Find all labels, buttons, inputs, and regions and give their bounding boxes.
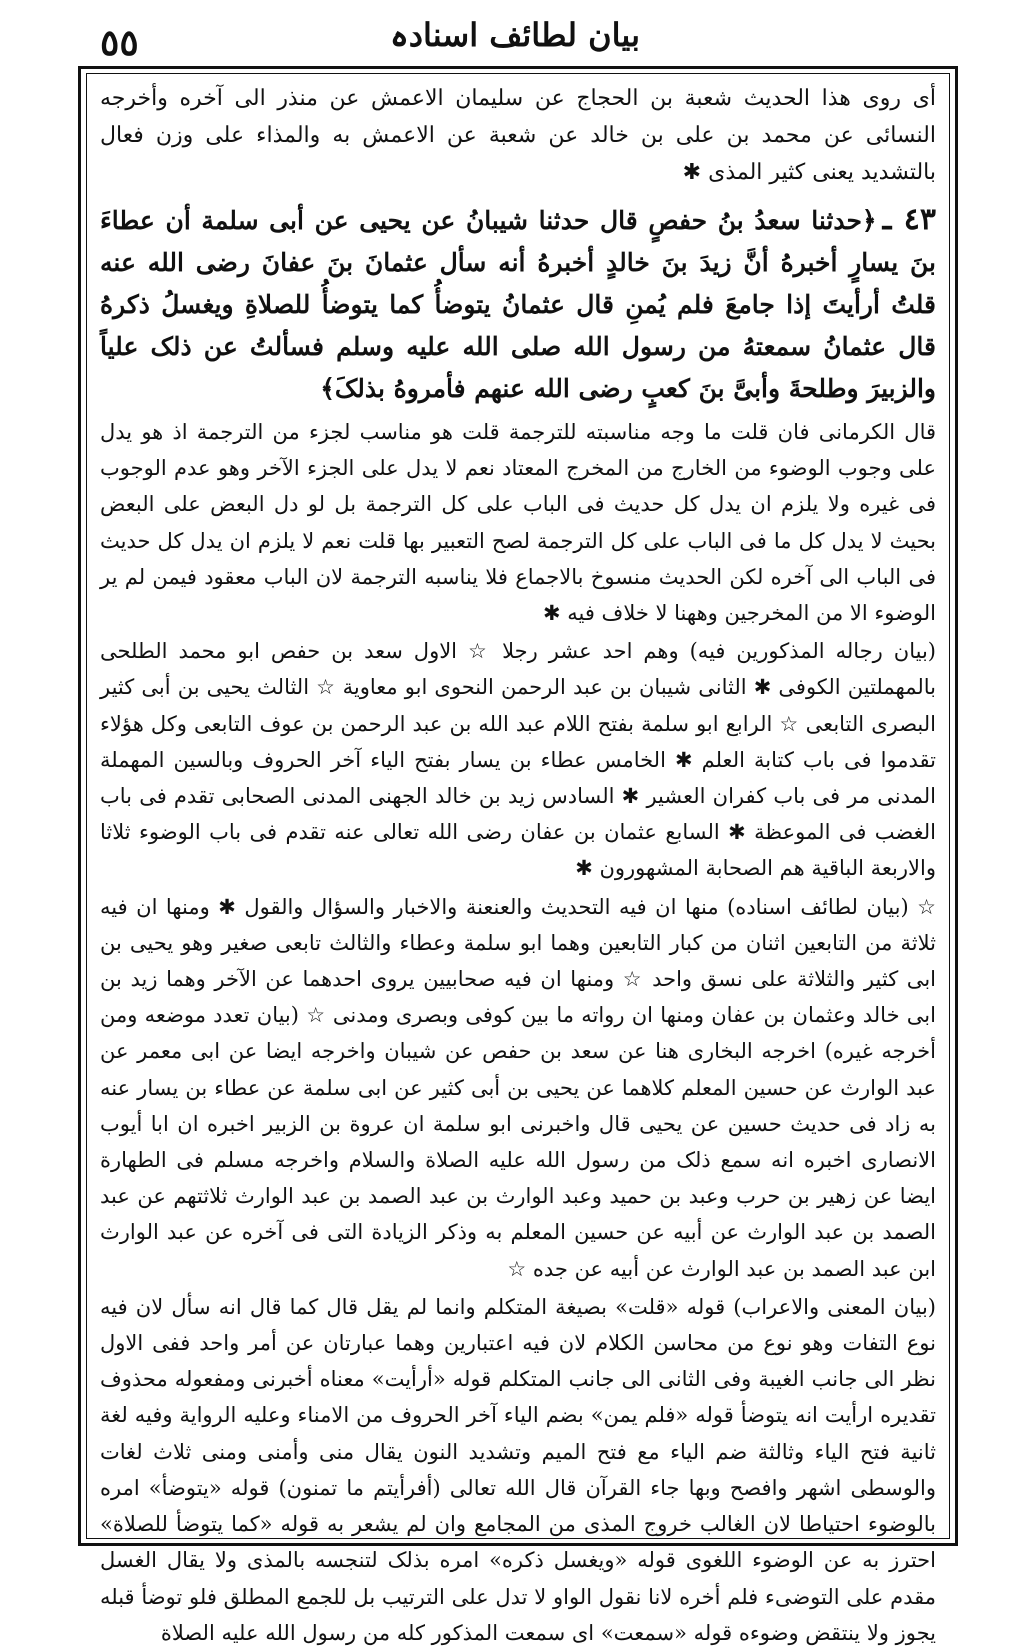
- isnad-paragraph: ☆ (بیان لطائف اسناده) منها ان فیه التحدیث والعنعنة والاخبار والسؤال والقول ✱ ومنها ان فیه ثلاثة من التابعین اثنان من کبار التابعین وهما ابو سلمة وعطاء والثالث تابعی صغیر وهو یحیی بن ابی کثیر والثلاثة علی نسق واحد ☆ ومنها ان فیه صحابیین یروی احدهما عن الآخر وهما زید بن ابی خالد وعثمان بن عفان ومنها ان رواته ما بین کوفی وبصری ومدنی ☆ (بیان تعدد موضعه ومن أخرجه غیره) اخرجه البخاری هنا عن سعد بن حفص عن شیبان واخرجه ایضا عن ابی معمر عن عبد الوارث عن حسین المعلم کلاهما عن یحیی بن أبی کثیر عن ابی سلمة عن عطاء بن یسار عنه به زاد فی حدیث حسین عن یحیی قال واخبرنی ابو سلمة ان عروة بن الزبیر اخبره ان ابا أیوب الانصاری اخبره انه سمع ذلک من رسول الله علیه الصلاة والسلام واخرجه مسلم فی الطهارة ایضا عن زهیر بن حرب وعبد بن حمید وعبد الوارث بن عبد الصمد بن عبد الوارث ثلاثتهم عن عبد الصمد بن عبد الوارث عن أبیه عن حسین المعلم به وذکر الزیادة التی فی آخره عن عبد الوارث ابن عبد الصمد بن عبد الوارث عن أبیه عن جده ☆: [100, 894, 936, 1281]
- page-number: ٥٥: [100, 22, 139, 64]
- hadith-number: ٤٣ ـ: [882, 202, 937, 237]
- running-header: بیان لطائف اسنادہ: [390, 16, 640, 54]
- commentary-paragraph-1: أی روی هذا الحدیث شعبة بن الحجاج عن سلیمان الاعمش عن منذر الی آخره وأخرجه النسائی عن محمد بن علی بن خالد عن شعبة عن الاعمش به والمذاء علی وزن فعال بالتشدید یعنی کثیر المذی ✱: [100, 86, 936, 185]
- commentary-paragraph-2: قال الکرمانی فان قلت ما وجه مناسبته للترجمة قلت هو مناسب لجزء من الترجمة اذ هو یدل علی وجوب الوضوء من الخارج من المخرج المعتاد نعم لا یدل علی الجزء الآخر وهو عدم الوجوب فی غیره ولا یلزم ان یدل کل حدیث فی الباب علی کل الترجمة بل لو دل البعض علی البعض بحیث لا یدل کل ما فی الباب علی کل الترجمة لصح التعبیر بها قلت نعم لا یلزم ان یدل کل حدیث فی الباب الی آخره لکن الحدیث منسوخ بالاجماع فلا یناسبه الترجمة لان الباب معقود فیمن لم یر الوضوء الا من المخرجین وههنا لا خلاف فیه ✱: [100, 420, 936, 626]
- hadith-text: [100, 199, 936, 410]
- hadith-body: ﴿حدثنا سعدُ بنُ حفصٍ قال حدثنا شیبانُ عن یحیی عن أبی سلمة أن عطاءَ بنَ یسارٍ أخبرهُ أنَّ زیدَ بنَ خالدٍ أخبرهُ أنه سأل عثمانَ بنَ عفانَ رضی الله عنه قلتُ أرأیتَ إذا جامعَ فلم یُمنِ قال عثمانُ یتوضأُ کما یتوضأُ للصلاةِ ویغسلُ ذکرهُ قال عثمانُ سمعتهُ من رسول الله صلی الله علیه وسلم فسألتُ عن ذلک علیاً والزبیرَ وطلحةَ وأبیَّ بنَ کعبٍ رضی الله عنهم فأمروهُ بذلکَ﴾: [100, 206, 936, 403]
- meaning-paragraph: (بیان المعنی والاعراب) قوله «قلت» بصیغة المتکلم وانما لم یقل قال کما قال انه سأل لان فیه نوع التفات وهو نوع من محاسن الکلام لان فیه اعتبارین وهما عبارتان عن أمر واحد ففی الاول نظر الی جانب الغیبة وفی الثانی الی جانب المتکلم قوله «أرأیت» معناه أخبرنی ومفعوله محذوف تقدیره ارأیت انه یتوضأ قوله «فلم یمن» بضم الیاء آخر الحروف من الامناء وعلیه الروایة وفیه لغة ثانیة فتح الیاء وثالثة ضم الیاء مع فتح المیم وتشدید النون یقال منی وأمنی ومنی ثلاث لغات والوسطی اشهر وافصح وبها جاء القرآن قال الله تعالی (أفرأیتم ما تمنون) قوله «یتوضأ» امره بالوضوء احتیاطا لان الغالب خروج المذی من المجامع وان لم یشعر به قوله «کما یتوضأ للصلاة» احترز به عن الوضوء اللغوی قوله «ویغسل ذکره» امره بذلک لتنجسه بالمذی ولا یقال الغسل مقدم علی التوضیء فلم أخره لانا نقول الواو لا تدل علی الترتیب بل للجمع المطلق فلو توضأ قبله یجوز ولا ینتقض وضوءه قوله «سمعت» ای سمعت المذکور کله من رسول الله علیه الصلاة: [100, 1294, 936, 1645]
- page-content: [100, 80, 937, 1645]
- narrators-paragraph: (بیان رجاله المذکورین فیه) وهم احد عشر رجلا ☆ الاول سعد بن حفص ابو محمد الطلحی بالمهملتین الکوفی ✱ الثانی شیبان بن عبد الرحمن النحوی ابو معاویة ☆ الثالث یحیی بن أبی کثیر البصری التابعی ☆ الرابع ابو سلمة بفتح اللام عبد الله بن عبد الرحمن بن عوف التابعی وکل هؤلاء تقدموا فی باب کتابة العلم ✱ الخامس عطاء بن یسار بفتح الیاء آخر الحروف وبالسین المهملة المدنی مر فی باب کفران العشیر ✱ السادس زید بن خالد الجهنی المدنی الصحابی تقدم فی باب الغضب فی الموعظة ✱ السابع عثمان بن عفان رضی الله تعالی عنه تقدم فی باب الوضوء ثلاثا والاربعة الباقیة هم الصحابة المشهورون ✱: [100, 639, 936, 881]
